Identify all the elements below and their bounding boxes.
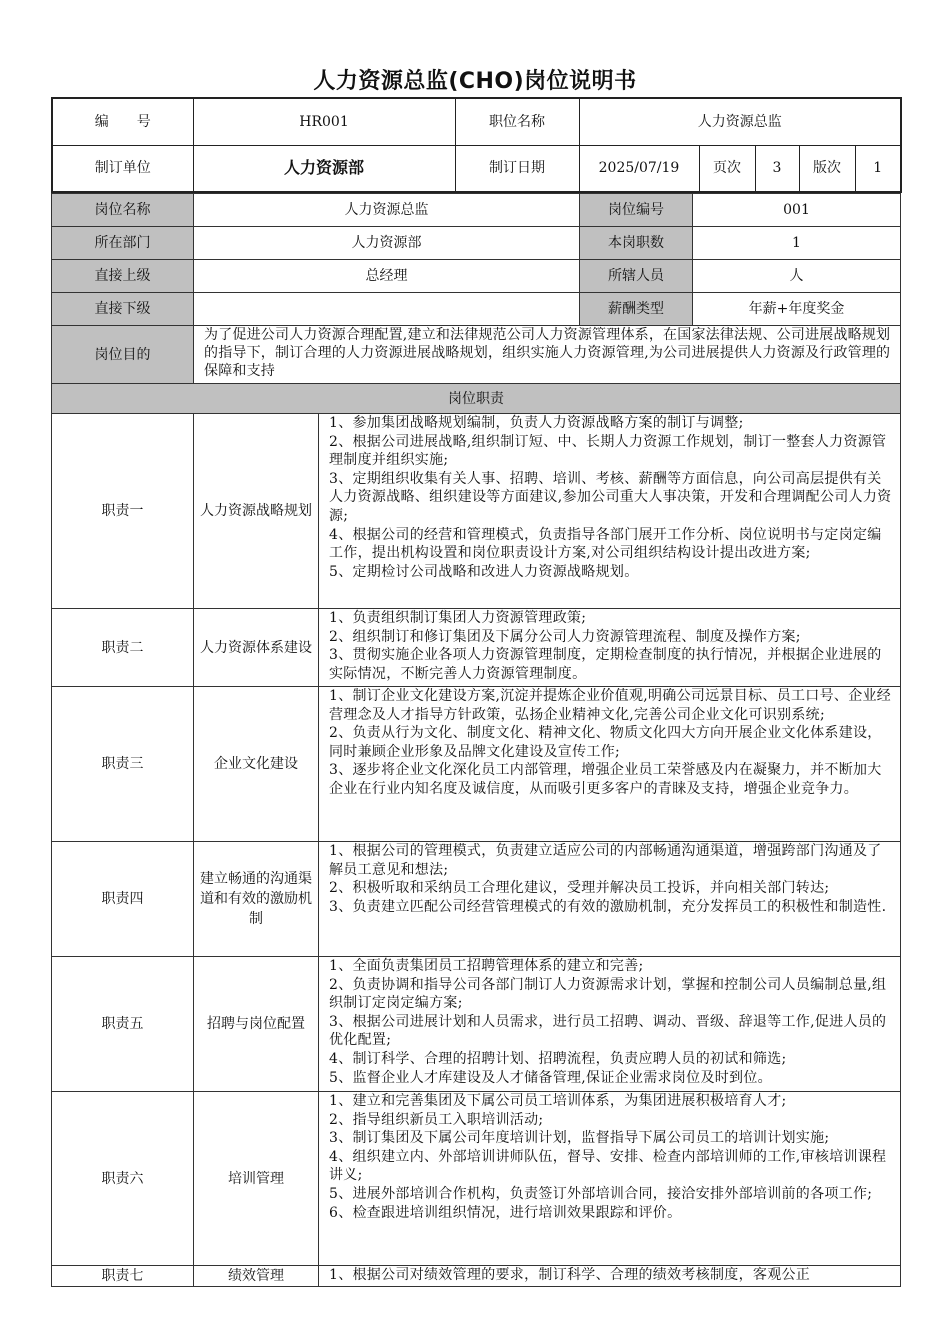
date-label: 制订日期: [455, 145, 579, 192]
duty-name: 人力资源战略规划: [194, 414, 319, 609]
duty-row: [52, 687, 901, 842]
headcount-label: 本岗职数: [580, 227, 693, 260]
duty-content: 1、根据公司的管理模式，负责建立适应公司的内部畅通沟通渠道，增强跨部门沟通及了解员工意见和想法; 2、积极听取和采纳员工合理化建议，受理并解决员工投诉，并向相关部门转达; 3、负责建立匹配公司经营管理模式的有效的激励机制，充分发挥员工的积极性和制造性.: [319, 842, 901, 957]
duty-content: 1、建立和完善集团及下属公司员工培训体系，为集团进展积极培育人才; 2、指导组织新员工入职培训活动; 3、制订集团及下属公司年度培训计划，监督指导下属公司员工的培训计划实施; 4、组织建立内、外部培训讲师队伍，督导、安排、检查内部培训师的工作,审核培训课程讲义; 5、进展外部培训合作机构，负责签订外部培训合同，接洽安排外部培训前的各项工作; 6、检查跟进培训组织情况，进行培训效果跟踪和评价。: [319, 1092, 901, 1266]
duty-row: [52, 1092, 901, 1266]
duty-name: 人力资源体系建设: [194, 609, 319, 687]
dept-value: 人力资源部: [194, 227, 580, 260]
duty-row: [52, 842, 901, 957]
dept-label: 所在部门: [52, 227, 194, 260]
superior-label: 直接上级: [52, 260, 194, 293]
duty-label: 职责四: [52, 842, 194, 957]
date-value: 2025/07/19: [579, 145, 699, 192]
purpose-label: 岗位目的: [52, 326, 194, 384]
duty-content: 1、全面负责集团员工招聘管理体系的建立和完善; 2、负责协调和指导公司各部门制订人力资源需求计划，掌握和控制公司人员编制总量,组织制订定岗定编方案; 3、根据公司进展计划和人员需求，进行员工招聘、调动、晋级、辞退等工作,促进人员的优化配置; 4、制订科学、合理的招聘计划、招聘流程，负责应聘人员的初试和筛选; 5、监督企业人才库建设及人才储备管理,保证企业需求岗位及时到位。: [319, 957, 901, 1092]
post-name-label: 岗位名称: [52, 194, 194, 227]
duty-name: 培训管理: [194, 1092, 319, 1266]
subordinates-value: 人: [693, 260, 901, 293]
position-value: 人力资源总监: [579, 98, 901, 145]
code-value: HR001: [193, 98, 455, 145]
salary-value: 年薪+年度奖金: [693, 293, 901, 326]
duty-row: [52, 1266, 901, 1287]
salary-label: 薪酬类型: [580, 293, 693, 326]
duty-label: 职责五: [52, 957, 194, 1092]
page-label: 页次: [699, 145, 755, 192]
position-label: 职位名称: [455, 98, 579, 145]
version-value: 1: [855, 145, 901, 192]
version-label: 版次: [799, 145, 855, 192]
duty-row: [52, 957, 901, 1092]
duty-name: 建立畅通的沟通渠道和有效的激励机制: [194, 842, 319, 957]
subordinates-label: 所辖人员: [580, 260, 693, 293]
unit-label: 制订单位: [52, 145, 193, 192]
duty-row: [52, 414, 901, 609]
duty-label: 职责六: [52, 1092, 194, 1266]
headcount-value: 1: [693, 227, 901, 260]
page-value: 3: [755, 145, 799, 192]
unit-value: 人力资源部: [193, 145, 455, 192]
direct-sub-label: 直接下级: [52, 293, 194, 326]
duty-content: 1、制订企业文化建设方案,沉淀并提炼企业价值观,明确公司远景目标、员工口号、企业经营理念及人才指导方针政策，弘扬企业精神文化,完善公司企业文化可识别系统; 2、负责从行为文化、制度文化、精神文化、物质文化四大方向开展企业文化体系建设，同时兼顾企业形象及品牌文化建设及宣传工作; 3、逐步将企业文化深化员工内部管理，增强企业员工荣誉感及内在凝聚力，并不断加大企业在行业内知名度及诚信度，从而吸引更多客户的青睐及支持，增强企业竞争力。: [319, 687, 901, 842]
purpose-value: 为了促进公司人力资源合理配置,建立和法律规范公司人力资源管理体系，在国家法律法规、公司进展战略规划的指导下，制订合理的人力资源进展战略规划，组织实施人力资源管理,为公司进展提供人力资源及行政管理的保障和支持: [194, 326, 901, 384]
duty-label: 职责七: [52, 1266, 194, 1287]
post-name-value: 人力资源总监: [194, 194, 580, 227]
duty-name: 企业文化建设: [194, 687, 319, 842]
duty-content: 1、参加集团战略规划编制，负责人力资源战略方案的制订与调整; 2、根据公司进展战略,组织制订短、中、长期人力资源工作规划，制订一整套人力资源管理制度并组织实施; 3、定期组织收集有关人事、招聘、培训、考核、薪酬等方面信息，向公司高层提供有关人力资源战略、组织建设等方面建议,参加公司重大人事决策，开发和合理调配公司人力资源; 4、根据公司的经营和管理模式，负责指导各部门展开工作分析、岗位说明书与定岗定编工作，提出机构设置和岗位职责设计方案,对公司组织结构设计提出改进方案; 5、定期检讨公司战略和改进人力资源战略规划。: [319, 414, 901, 609]
duty-label: 职责二: [52, 609, 194, 687]
document-title: 人力资源总监(CHO)岗位说明书: [313, 69, 637, 94]
duty-name: 招聘与岗位配置: [194, 957, 319, 1092]
header-table: [51, 97, 902, 193]
duty-row: [52, 609, 901, 687]
duty-content: 1、根据公司对绩效管理的要求，制订科学、合理的绩效考核制度，客观公正: [319, 1266, 901, 1287]
code-label: 编 号: [52, 98, 193, 145]
post-info-table: [51, 193, 901, 1287]
duty-label: 职责一: [52, 414, 194, 609]
post-no-value: 001: [693, 194, 901, 227]
direct-sub-value: [194, 293, 580, 326]
duty-content: 1、负责组织制订集团人力资源管理政策; 2、组织制订和修订集团及下属分公司人力资源管理流程、制度及操作方案; 3、贯彻实施企业各项人力资源管理制度，定期检查制度的执行情况，并根据企业进展的实际情况，不断完善人力资源管理制度。: [319, 609, 901, 687]
post-no-label: 岗位编号: [580, 194, 693, 227]
duty-name: 绩效管理: [194, 1266, 319, 1287]
duties-header: 岗位职责: [52, 384, 901, 414]
duty-label: 职责三: [52, 687, 194, 842]
superior-value: 总经理: [194, 260, 580, 293]
